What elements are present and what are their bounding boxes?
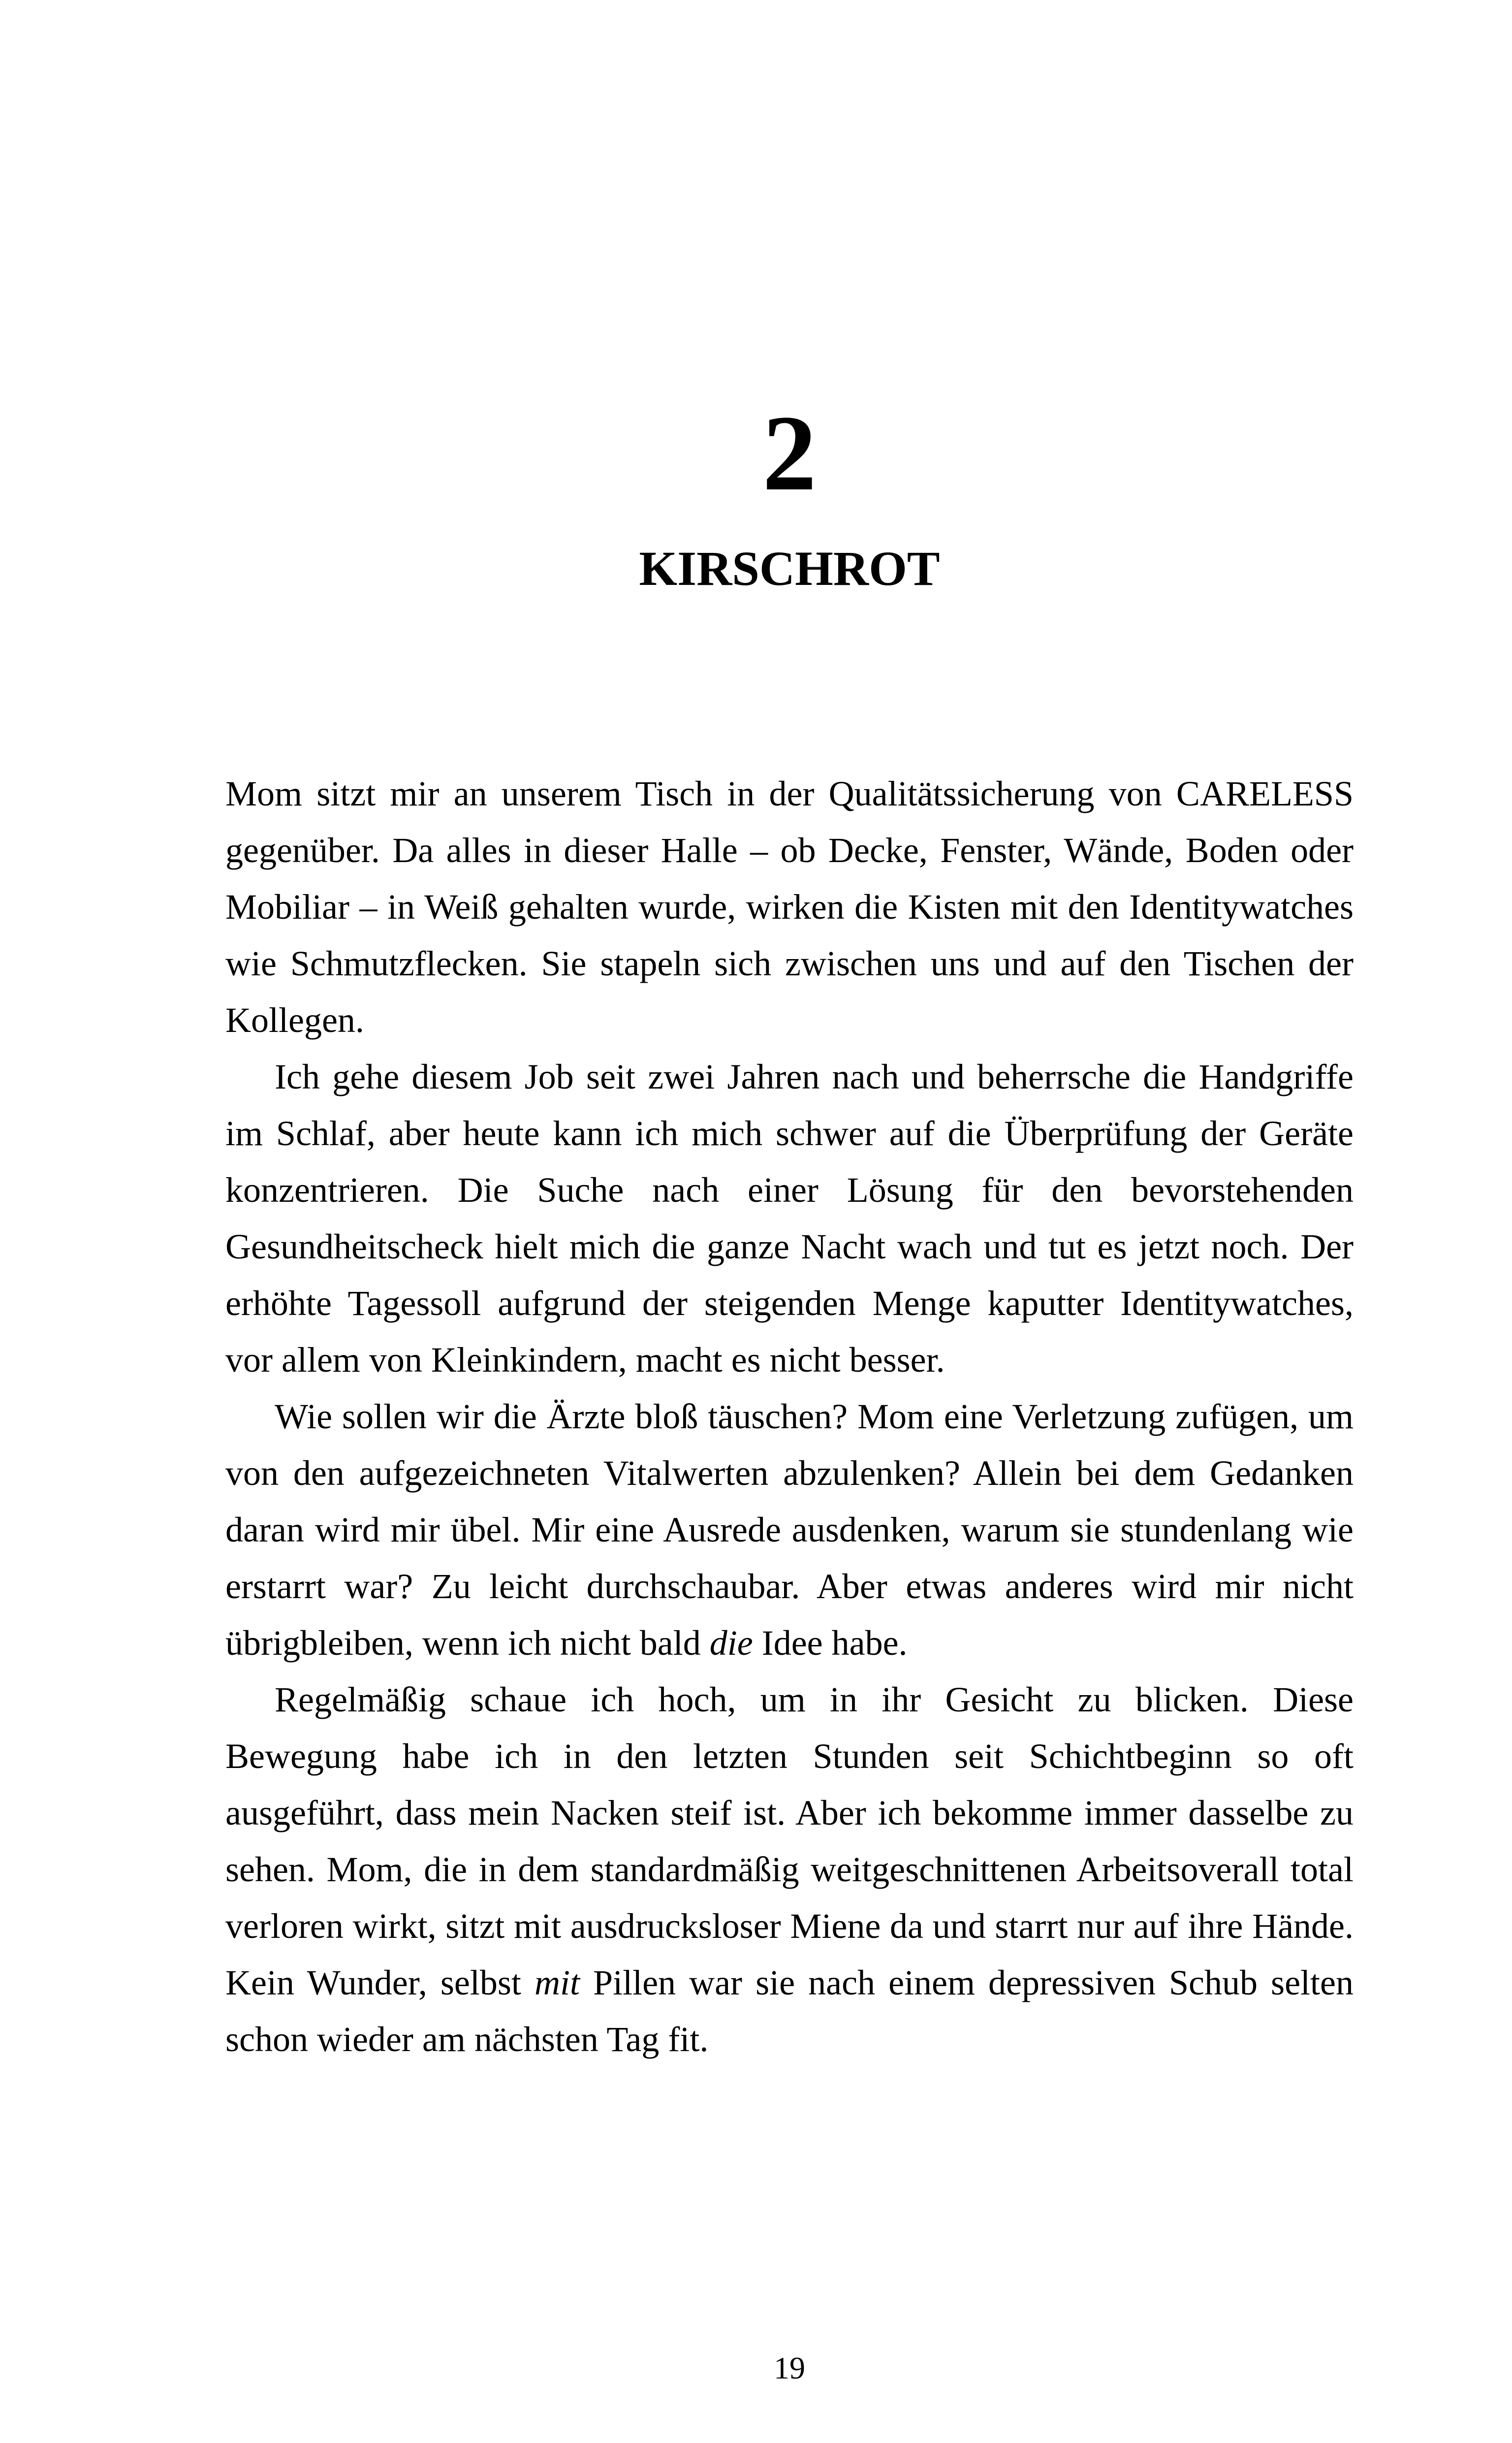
italic-text: die [709, 1623, 753, 1663]
text-segment: Mom sitzt mir an unserem Tisch in der Qualitätssicherung von CARELESS gegenüber. Da alles in dieser Halle – ob Decke, Fenster, Wände, Boden oder Mobiliar – in Weiß gehalten wurde, wirken die Kisten mit den Identitywatches wie Schmutzflecken. Sie stapeln sich zwischen uns und auf den Tischen der Kollegen. [225, 774, 1354, 1040]
chapter-header [225, 0, 1354, 596]
chapter-number: 2 [762, 393, 817, 513]
paragraph [225, 1388, 1354, 1672]
text-segment: Idee habe. [753, 1623, 908, 1663]
italic-text: mit [534, 1963, 580, 2002]
paragraph [225, 766, 1354, 1049]
paragraph [225, 1049, 1354, 1388]
page-number: 19 [774, 2350, 805, 2385]
text-segment: Ich gehe diesem Job seit zwei Jahren nach und beherrsche die Handgriffe im Schlaf, aber heute kann ich mich schwer auf die Überprüfung der Geräte konzentrieren. Die Suche nach einer Lösung für den bevorstehenden Gesundheitscheck hielt mich die ganze Nacht wach und tut es jetzt noch. Der erhöhte Tagessoll aufgrund der steigenden Menge kaputter Identitywatches, vor allem von Kleinkindern, macht es nicht besser. [225, 1057, 1354, 1380]
chapter-title: KIRSCHROT [639, 541, 940, 596]
body-text [225, 766, 1354, 2068]
text-segment: Regelmäßig schaue ich hoch, um in ihr Gesicht zu blicken. Diese Bewegung habe ich in den letzten Stunden seit Schichtbeginn so oft ausgeführt, dass mein Nacken steif ist. Aber ich bekomme immer dasselbe zu sehen. Mom, die in dem standardmäßig weitgeschnittenen Arbeitsoverall total verloren wirkt, sitzt mit ausdrucksloser Miene da und starrt nur auf ihre Hände. Kein Wunder, selbst [225, 1680, 1354, 2002]
paragraph [225, 1672, 1354, 2068]
text-segment: Pillen war sie nach einem depressiven Schub selten schon wieder am nächsten Tag fit. [225, 1963, 1354, 2059]
text-segment: Wie sollen wir die Ärzte bloß täuschen? Mom eine Verletzung zufügen, um von den aufgezeichneten Vitalwerten abzulenken? Allein bei dem Gedanken daran wird mir übel. Mir eine Ausrede ausdenken, warum sie stundenlang wie erstarrt war? Zu leicht durchschaubar. Aber etwas anderes wird mir nicht übrigbleiben, wenn ich nicht bald [225, 1397, 1354, 1663]
